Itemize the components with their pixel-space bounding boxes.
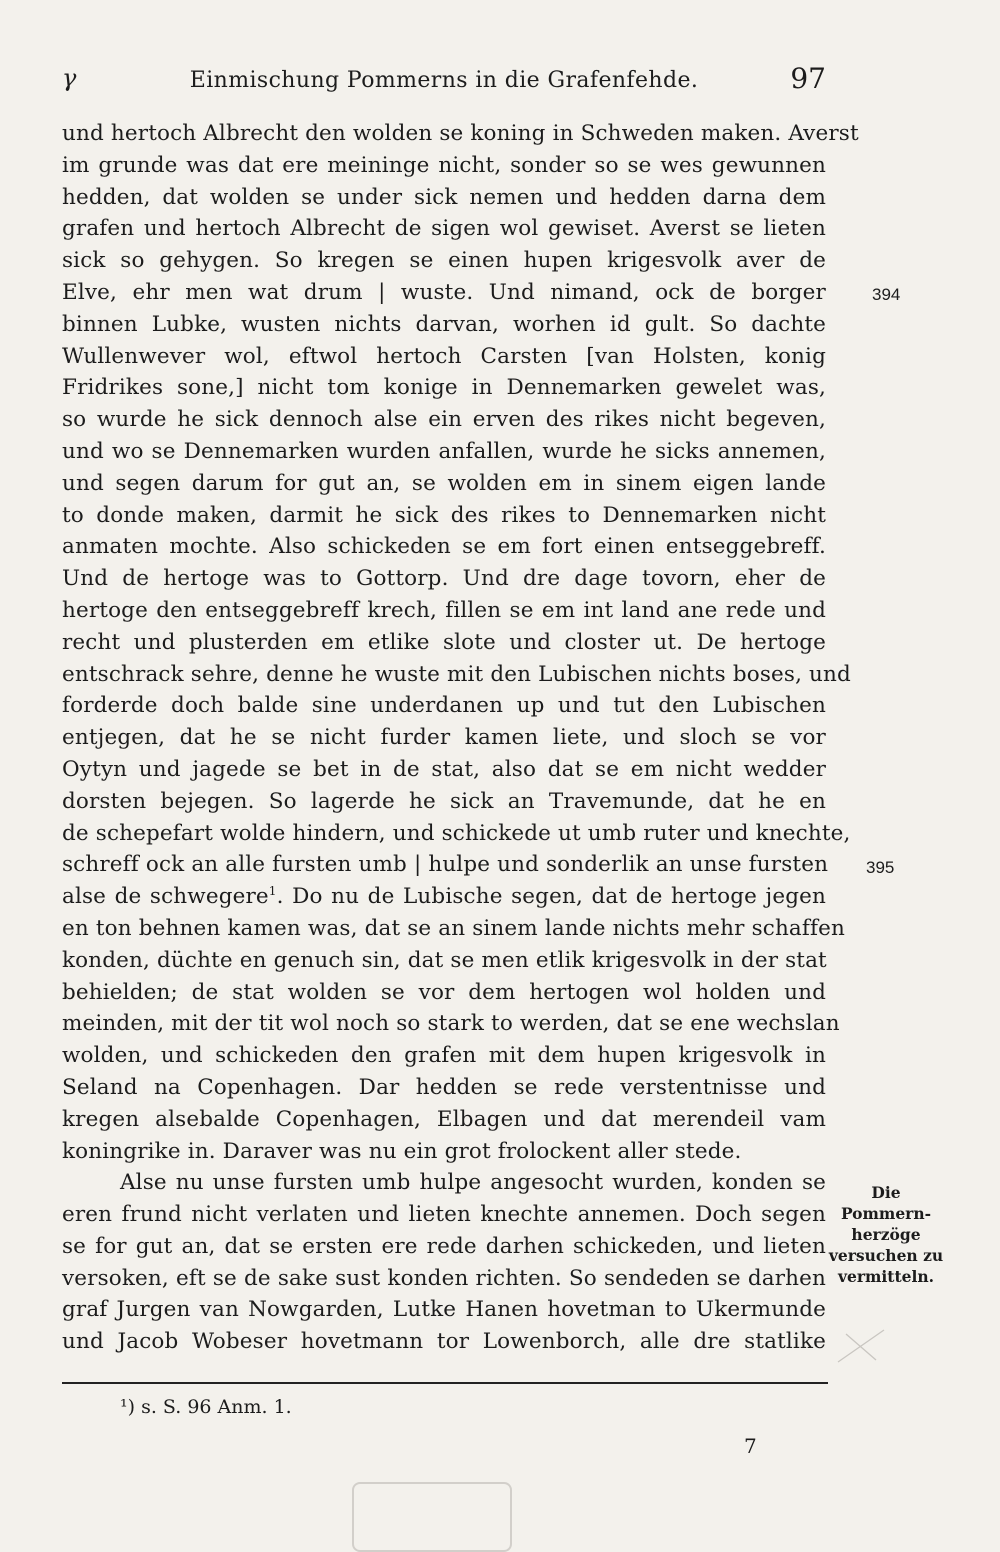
text-line: hertoge den entseggebreff krech, fillen se em int land ane rede und (62, 597, 826, 623)
text-line: und segen darum for gut an, se wolden em in sinem eigen lande (62, 470, 826, 496)
text-line: recht und plusterden em etlike slote und closter ut. De hertoge (62, 629, 826, 655)
text-line: binnen Lubke, wusten nichts darvan, worhen id gult. So dachte (62, 311, 826, 337)
text-line: entschrack sehre, denne he wuste mit den Lubischen nichts boses, und (62, 661, 851, 687)
text-line: Seland na Copenhagen. Dar hedden se rede verstentnisse und (62, 1074, 826, 1100)
text-line: und Jacob Wobeser hovetmann tor Lowenborch, alle dre statlike (62, 1329, 826, 1355)
text-line: kregen alsebalde Copenhagen, Elbagen und dat merendeil vam (62, 1106, 826, 1132)
text-line: dorsten bejegen. So lagerde he sick an Travemunde, dat he en (62, 788, 826, 814)
page-header (62, 62, 826, 102)
paragraph-start-line: Alse nu unse fursten umb hulpe angesocht wurden, konden se (120, 1170, 826, 1196)
margin-page-number: 394 (872, 285, 901, 304)
paragraph-end-line: koningrike in. Daraver was nu ein grot frolockent aller stede. (62, 1138, 742, 1164)
footnote-marker: 1 (268, 883, 277, 898)
text-line: de schepefart wolde hindern, und schickede ut umb ruter und knechte, (62, 820, 851, 846)
text-line: versoken, eft se de sake sust konden richten. So sendeden se darhen (62, 1265, 826, 1291)
text-segment: alse de schwegere (62, 884, 269, 910)
text-line: Und de hertoge was to Gottorp. Und dre dage tovorn, eher de (62, 566, 826, 592)
text-line: im grunde was dat ere meininge nicht, sonder so se wes gewunnen (62, 152, 826, 178)
text-line: und wo se Dennemarken wurden anfallen, wurde he sicks annemen, (62, 438, 826, 464)
text-line: entjegen, dat he se nicht furder kamen liete, und sloch se vor (62, 725, 826, 751)
text-line: en ton behnen kamen was, dat se an sinem lande nichts mehr schaffen (62, 915, 845, 941)
main-text (62, 118, 859, 1358)
page-number: 97 (790, 62, 826, 95)
text-line: sick so gehygen. So kregen se einen hupen krigesvolk aver de (62, 248, 826, 274)
text-line: wolden, und schickeden den grafen mit dem hupen krigesvolk in (62, 1043, 826, 1069)
text-line: meinden, mit der tit wol noch so stark to werden, dat se ene wechslan (62, 1011, 840, 1037)
sidenote-line: vermitteln. (837, 1267, 935, 1286)
running-title: Einmischung Pommerns in die Grafenfehde. (189, 68, 699, 93)
footnote-rule (62, 1382, 828, 1384)
text-line: forderde doch balde sine underdanen up und tut den Lubischen (62, 693, 826, 719)
text-line: grafen und hertoch Albrecht de sigen wol gewiset. Averst se lieten (62, 216, 826, 242)
text-line: hedden, dat wolden se under sick nemen und hedden darna dem (62, 184, 826, 210)
text-line: se for gut an, dat se ersten ere rede darhen schickeden, und lieten (62, 1233, 826, 1259)
text-line: schreff ock an alle fursten umb | hulpe und sonderlik an unse fursten (62, 852, 829, 878)
margin-page-number: 395 (866, 858, 895, 877)
text-line-with-footnote (62, 881, 826, 913)
text-line: Wullenwever wol, eftwol hertoch Carsten [van Holsten, konig (62, 343, 826, 369)
text-line: und hertoch Albrecht den wolden se koning in Schweden maken. Averst (62, 121, 859, 146)
footnote: ¹) s. S. 96 Anm. 1. (120, 1396, 292, 1418)
library-stamp (352, 1482, 512, 1552)
sidenote-line: Die (871, 1183, 901, 1202)
text-line: Elve, ehr men wat drum | wuste. Und nimand, ock de borger (62, 279, 826, 305)
text-segment: . Do nu de Lubische segen, dat de hertoge jegen (276, 884, 826, 910)
sidenote-line: herzöge (851, 1225, 921, 1244)
text-line: Oytyn und jagede se bet in de stat, also dat se em nicht wedder (62, 756, 826, 782)
text-line: to donde maken, darmit he sick des rikes to Dennemarken nicht (62, 502, 826, 528)
sidenote-line: versuchen zu (828, 1246, 944, 1265)
text-line: Fridrikes sone,] nicht tom konige in Dennemarken gewelet was, (62, 375, 826, 401)
marginal-sidenote (826, 1182, 946, 1287)
signature-mark: γ (62, 64, 77, 92)
sheet-signature: 7 (744, 1434, 757, 1458)
sidenote-line: Pommern- (840, 1204, 932, 1223)
text-line: anmaten mochte. Also schickeden se em fort einen entseggebreff. (62, 534, 826, 560)
text-line: graf Jurgen van Nowgarden, Lutke Hanen hovetman to Ukermunde (62, 1297, 826, 1323)
text-line: so wurde he sick dennoch alse ein erven des rikes nicht begeven, (62, 407, 826, 433)
pencil-mark-icon (832, 1322, 892, 1368)
text-line: konden, düchte en genuch sin, dat se men etlik krigesvolk in der stat (62, 947, 827, 973)
text-line: behielden; de stat wolden se vor dem hertogen wol holden und (62, 979, 826, 1005)
text-line: eren frund nicht verlaten und lieten knechte annemen. Doch segen (62, 1202, 826, 1228)
